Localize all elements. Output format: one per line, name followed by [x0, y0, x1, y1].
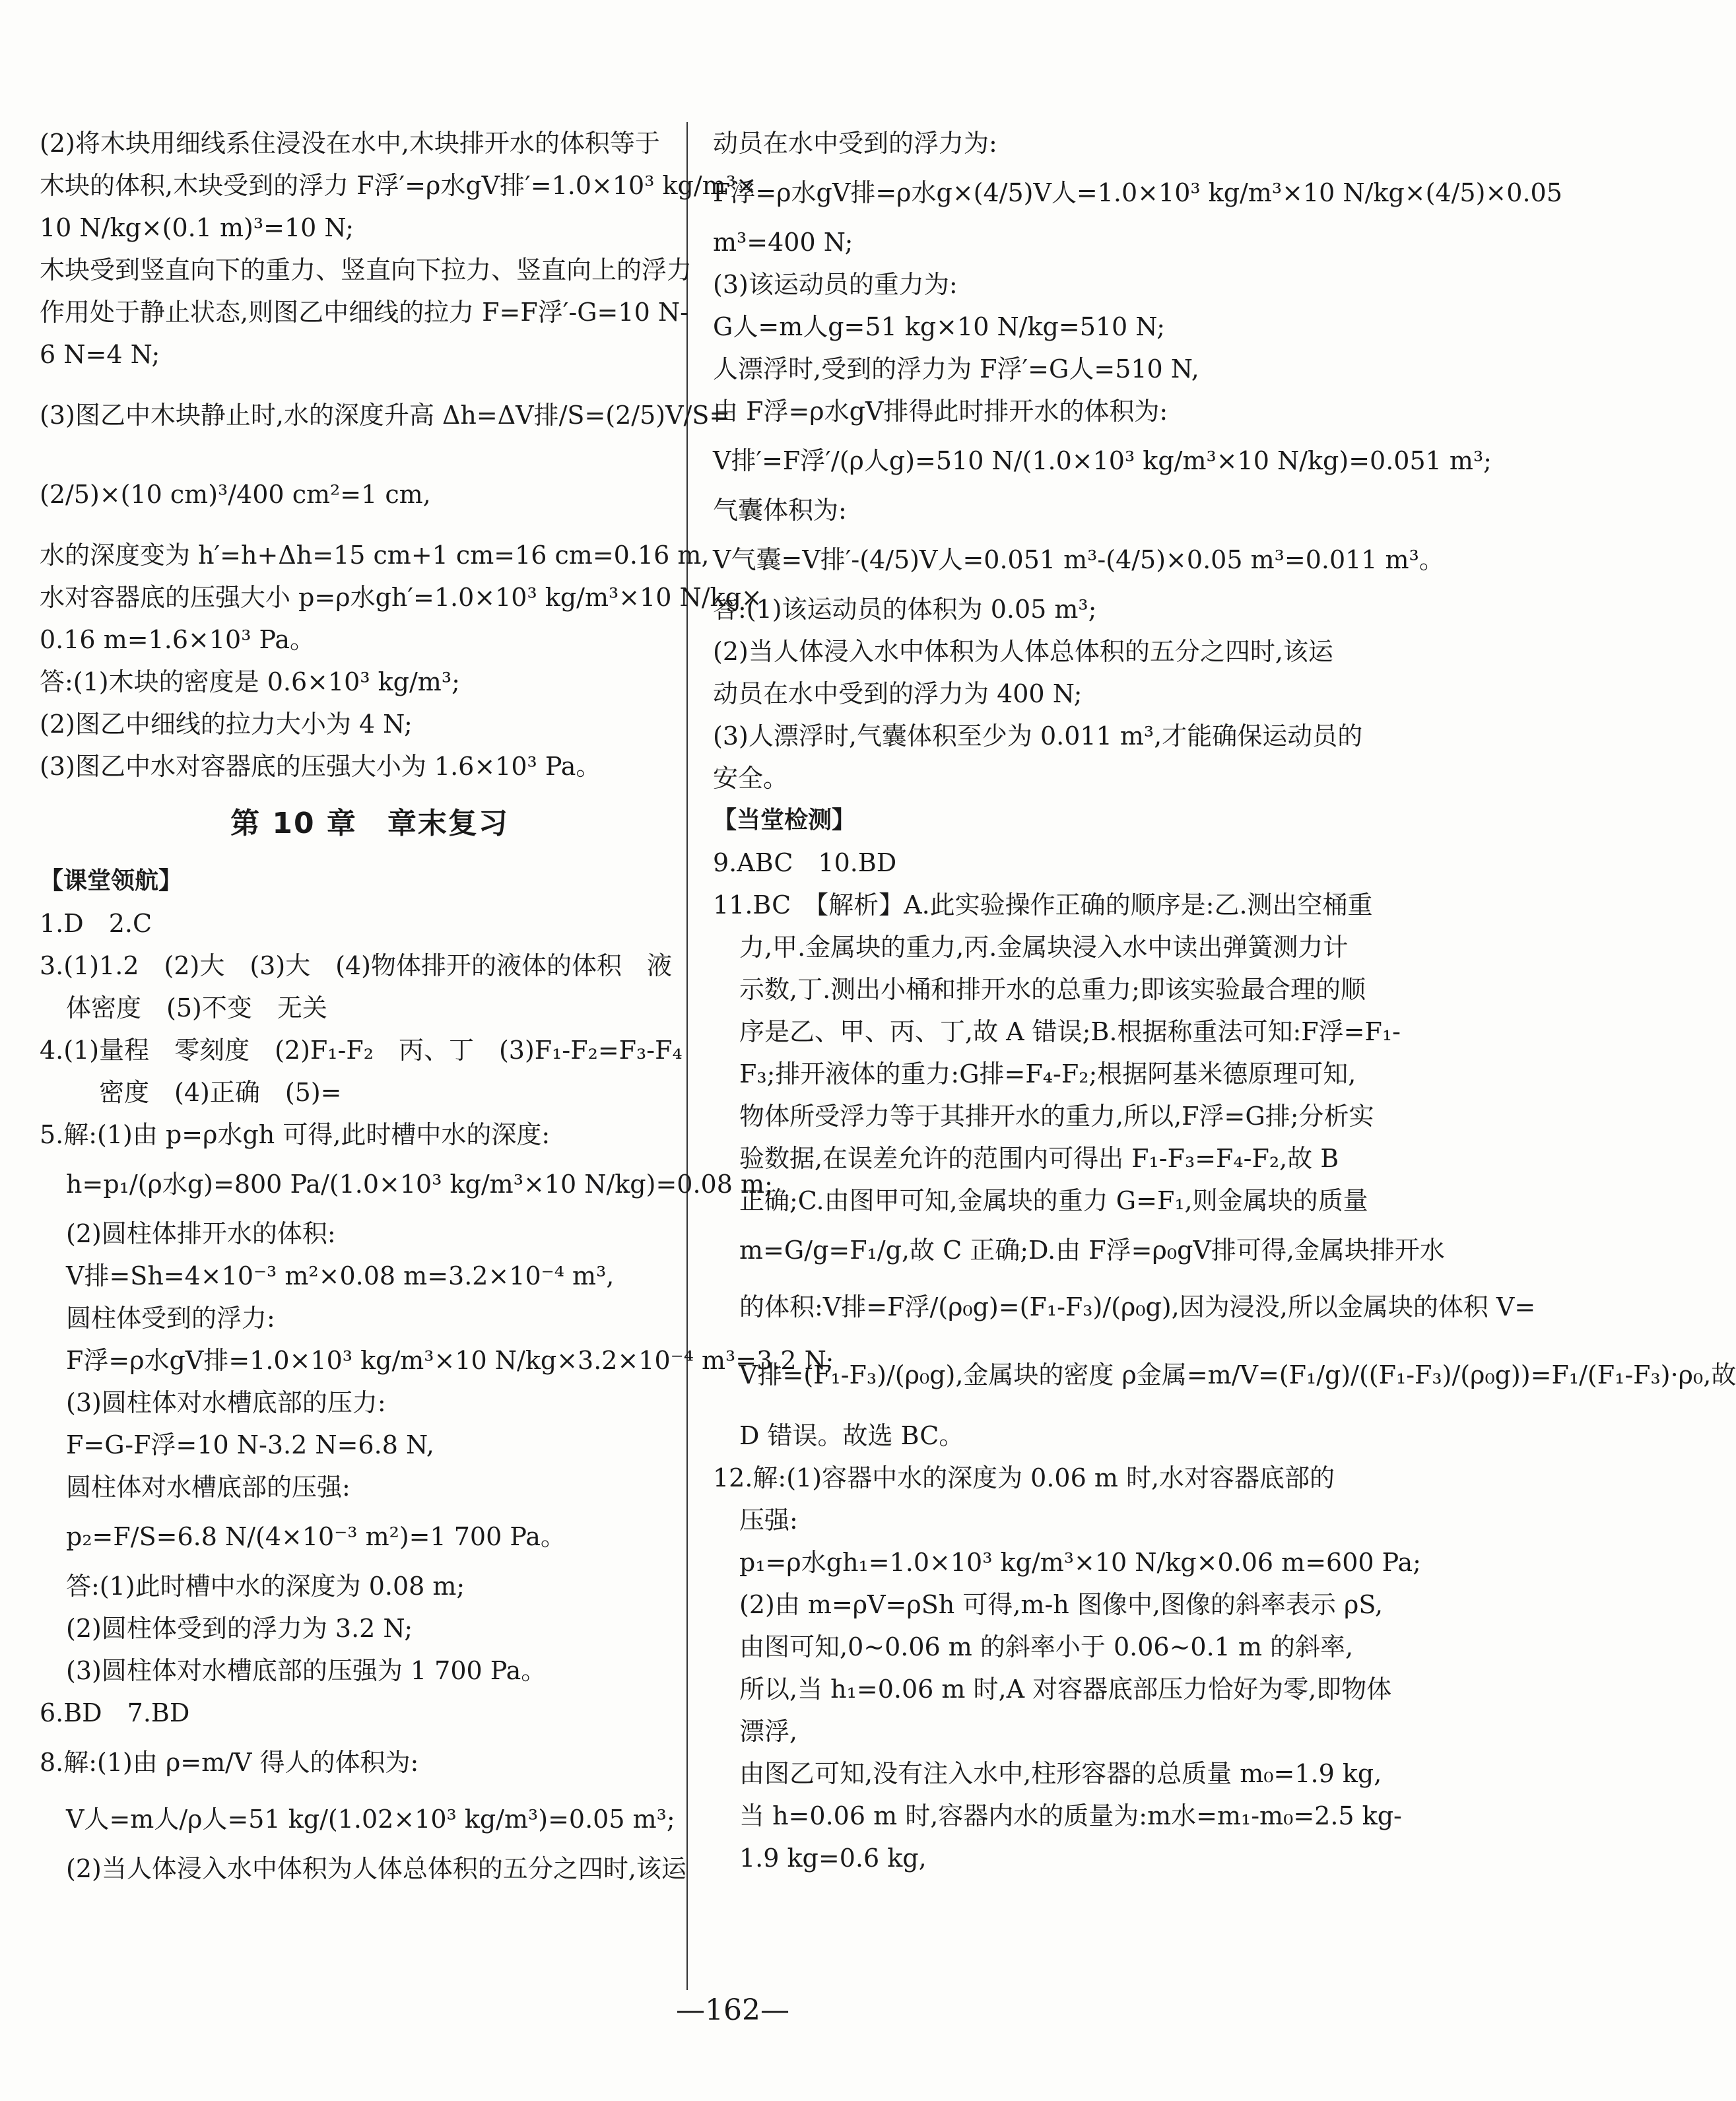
answer-line: p₁=ρ水gh₁=1.0×10³ kg/m³×10 N/kg×0.06 m=600 Pa;	[739, 1548, 1421, 1577]
answer-line: F=G-F浮=10 N-3.2 N=6.8 N,	[66, 1430, 434, 1459]
answer-line: V排=Sh=4×10⁻³ m²×0.08 m=3.2×10⁻⁴ m³,	[66, 1261, 615, 1290]
answer-line: 1.D 2.C	[40, 909, 152, 938]
answer-line: 8.解:(1)由 ρ=m/V 得人的体积为:	[40, 1748, 419, 1777]
text-line: 水的深度变为 h′=h+Δh=15 cm+1 cm=16 cm=0.16 m,	[40, 541, 710, 570]
section-heading-check: 【当堂检测】	[713, 807, 856, 834]
text-line: (2)将木块用细线系住浸没在水中,木块排开水的体积等于	[40, 129, 660, 158]
answer-line: 圆柱体受到的浮力:	[66, 1304, 275, 1333]
answer-line: 所以,当 h₁=0.06 m 时,A 对容器底部压力恰好为零,即物体	[739, 1675, 1392, 1704]
answer-line: 体密度 (5)不变 无关	[66, 993, 327, 1022]
answer-line: 压强:	[739, 1506, 798, 1535]
answer-line: (3)圆柱体对水槽底部的压力:	[66, 1388, 386, 1417]
answer-line: 密度 (4)正确 (5)=	[99, 1078, 342, 1107]
answer-line: 物体所受浮力等于其排开水的重力,所以,F浮=G排;分析实	[739, 1102, 1374, 1131]
text-line: 作用处于静止状态,则图乙中细线的拉力 F=F浮′-G=10 N-	[40, 298, 688, 327]
answer-line: F₃;排开液体的重力:G排=F₄-F₂;根据阿基米德原理可知,	[739, 1059, 1356, 1088]
answer-line: (3)圆柱体对水槽底部的压强为 1 700 Pa。	[66, 1656, 547, 1685]
answer-line: 漂浮,	[739, 1717, 798, 1746]
formula-line: 的体积:V排=F浮/(ρ₀g)=(F₁-F₃)/(ρ₀g),因为浸没,所以金属块的体积 V=	[739, 1292, 1536, 1321]
text-line: 6 N=4 N;	[40, 340, 160, 369]
formula-line: (2/5)×(10 cm)³/400 cm²=1 cm,	[40, 480, 431, 509]
text-line: (3)该运动员的重力为:	[713, 270, 958, 299]
text-line: 答:(1)木块的密度是 0.6×10³ kg/m³;	[40, 667, 460, 696]
section-heading-review: 【课堂领航】	[40, 867, 183, 894]
formula-line: V气囊=V排′-(4/5)V人=0.051 m³-(4/5)×0.05 m³=0.011 m³。	[713, 545, 1444, 574]
text-line: 气囊体积为:	[713, 496, 847, 525]
text-line: 动员在水中受到的浮力为 400 N;	[713, 679, 1083, 708]
answer-line: 序是乙、甲、丙、丁,故 A 错误;B.根据称重法可知:F浮=F₁-	[739, 1017, 1401, 1046]
answer-line: D 错误。故选 BC。	[739, 1421, 964, 1450]
chapter-title: 第 10 章 章末复习	[230, 807, 509, 840]
text-line: 木块受到竖直向下的重力、竖直向下拉力、竖直向上的浮力	[40, 255, 692, 284]
answer-line: 12.解:(1)容器中水的深度为 0.06 m 时,水对容器底部的	[713, 1463, 1335, 1492]
text-line: 人漂浮时,受到的浮力为 F浮′=G人=510 N,	[713, 354, 1199, 384]
text-line: 10 N/kg×(0.1 m)³=10 N;	[40, 213, 354, 242]
text-line: 木块的体积,木块受到的浮力 F浮′=ρ水gV排′=1.0×10³ kg/m³×	[40, 171, 757, 200]
formula-line: V排=(F₁-F₃)/(ρ₀g),金属块的密度 ρ金属=m/V=(F₁/g)/((F₁-F₃)/(ρ₀g))=F₁/(F₁-F₃)·ρ₀,故	[739, 1360, 1736, 1389]
answer-line: (2)由 m=ρV=ρSh 可得,m-h 图像中,图像的斜率表示 ρS,	[739, 1590, 1384, 1619]
answer-line: 正确;C.由图甲可知,金属块的重力 G=F₁,则金属块的质量	[739, 1186, 1368, 1215]
formula-line: (3)图乙中木块静止时,水的深度升高 Δh=ΔV排/S=(2/5)V/S=	[40, 401, 731, 430]
answer-line: 由图可知,0~0.06 m 的斜率小于 0.06~0.1 m 的斜率,	[739, 1632, 1354, 1661]
answer-line: 9.ABC 10.BD	[713, 848, 897, 877]
text-line: (3)人漂浮时,气囊体积至少为 0.011 m³,才能确保运动员的	[713, 721, 1363, 750]
answer-line: (2)圆柱体排开水的体积:	[66, 1219, 336, 1248]
answer-line: 11.BC 【解析】A.此实验操作正确的顺序是:乙.测出空桶重	[713, 890, 1373, 919]
answer-line: 示数,丁.测出小桶和排开水的总重力;即该实验最合理的顺	[739, 975, 1366, 1004]
text-line: G人=m人g=51 kg×10 N/kg=510 N;	[713, 312, 1166, 341]
text-line: 水对容器底的压强大小 p=ρ水gh′=1.0×10³ kg/m³×10 N/kg×	[40, 583, 762, 612]
formula-line: V人=m人/ρ人=51 kg/(1.02×10³ kg/m³)=0.05 m³;	[66, 1805, 675, 1834]
answer-line: 圆柱体对水槽底部的压强:	[66, 1473, 351, 1502]
formula-line: p₂=F/S=6.8 N/(4×10⁻³ m²)=1 700 Pa。	[66, 1522, 566, 1551]
answer-line: 4.(1)量程 零刻度 (2)F₁-F₂ 丙、丁 (3)F₁-F₂=F₃-F₄	[40, 1036, 683, 1065]
answer-line: 1.9 kg=0.6 kg,	[739, 1844, 927, 1873]
text-line: (2)图乙中细线的拉力大小为 4 N;	[40, 710, 413, 739]
formula-line: F浮=ρ水gV排=ρ水g×(4/5)V人=1.0×10³ kg/m³×10 N/kg×(4/5)×0.05	[713, 178, 1562, 207]
text-line: 0.16 m=1.6×10³ Pa。	[40, 625, 316, 654]
page-number: —162—	[676, 1993, 789, 2027]
answer-line: 由图乙可知,没有注入水中,柱形容器的总质量 m₀=1.9 kg,	[739, 1759, 1382, 1788]
answer-line: 5.解:(1)由 p=ρ水gh 可得,此时槽中水的深度:	[40, 1120, 551, 1149]
answer-line: 验数据,在误差允许的范围内可得出 F₁-F₃=F₄-F₂,故 B	[739, 1144, 1339, 1173]
answer-line: (2)当人体浸入水中体积为人体总体积的五分之四时,该运	[66, 1854, 686, 1883]
answer-line: F浮=ρ水gV排=1.0×10³ kg/m³×10 N/kg×3.2×10⁻⁴ m³=3.2 N;	[66, 1346, 834, 1375]
text-line: (2)当人体浸入水中体积为人体总体积的五分之四时,该运	[713, 637, 1333, 666]
text-line: 答:(1)该运动员的体积为 0.05 m³;	[713, 595, 1097, 624]
text-line: m³=400 N;	[713, 228, 853, 257]
answer-line: (2)圆柱体受到的浮力为 3.2 N;	[66, 1614, 413, 1643]
answer-line: 3.(1)1.2 (2)大 (3)大 (4)物体排开的液体的体积 液	[40, 951, 672, 980]
text-line: (3)图乙中水对容器底的压强大小为 1.6×10³ Pa。	[40, 752, 601, 781]
formula-line: h=p₁/(ρ水g)=800 Pa/(1.0×10³ kg/m³×10 N/kg)=0.08 m;	[66, 1170, 773, 1199]
answer-line: 答:(1)此时槽中水的深度为 0.08 m;	[66, 1572, 465, 1601]
formula-line: V排′=F浮′/(ρ人g)=510 N/(1.0×10³ kg/m³×10 N/kg)=0.051 m³;	[713, 446, 1492, 475]
right-column	[713, 122, 1736, 1879]
answer-line: 当 h=0.06 m 时,容器内水的质量为:m水=m₁-m₀=2.5 kg-	[739, 1801, 1402, 1830]
formula-line: m=G/g=F₁/g,故 C 正确;D.由 F浮=ρ₀gV排可得,金属块排开水	[739, 1236, 1445, 1265]
answer-line: 力,甲.金属块的重力,丙.金属块浸入水中读出弹簧测力计	[739, 933, 1349, 962]
text-line: 由 F浮=ρ水gV排得此时排开水的体积为:	[713, 397, 1168, 426]
answer-line: 6.BD 7.BD	[40, 1698, 190, 1727]
text-line: 动员在水中受到的浮力为:	[713, 129, 997, 158]
text-line: 安全。	[713, 764, 789, 793]
